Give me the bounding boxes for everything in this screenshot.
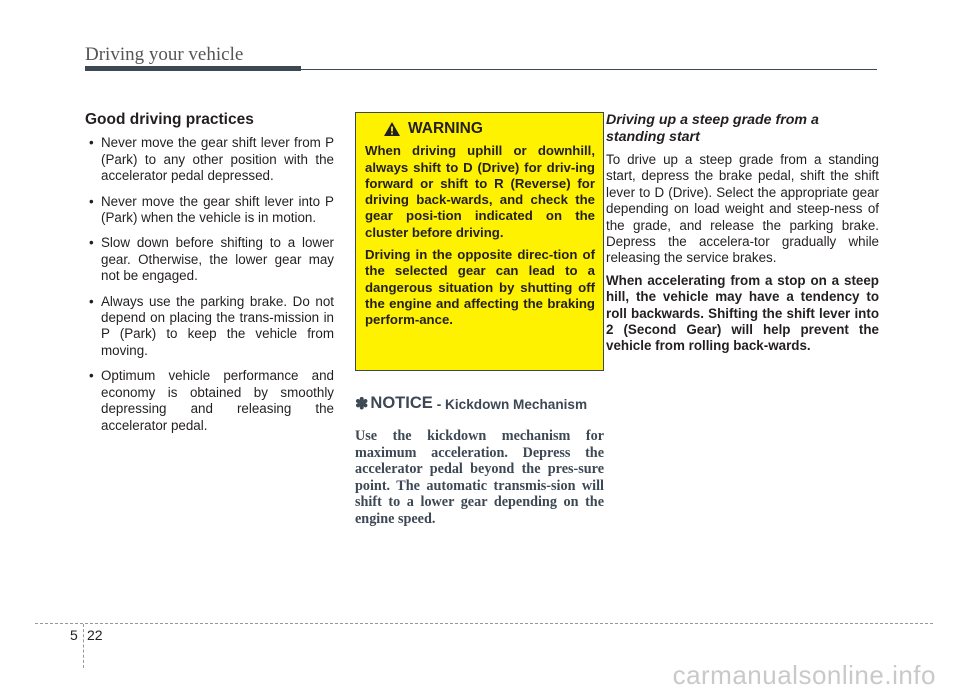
list-item: • Always use the parking brake. Do not depend on placing the trans-mission in P (Park) to keep the vehicle from moving. — [85, 294, 334, 360]
list-item: • Never move the gear shift lever from P (Park) to any other position with the accelerator pedal depressed. — [85, 135, 334, 184]
watermark: carmanualsonline.info — [672, 660, 936, 690]
notice-label: NOTICE — [370, 394, 433, 412]
header-rule-thin — [301, 69, 877, 70]
warning-paragraph: Driving in the opposite direc-tion of the selected gear can lead to a dangerous situation by shutting off the engine and affecting the braking perform-ance. — [365, 247, 595, 328]
list-item: • Slow down before shifting to a lower gear. Otherwise, the lower gear may not be engaged. — [85, 235, 334, 284]
footer-divider — [83, 624, 84, 668]
body-paragraph: To drive up a steep grade from a standing start, depress the brake pedal, shift the shift lever to D (Drive). Select the appropriate gear depending on load weight and steep-ness of the grade, and release the parking brake. Depress the accelera-tor gradually while releasing the service brakes. — [606, 152, 879, 266]
warning-triangle-icon — [383, 121, 401, 137]
notice-body: Use the kickdown mechanism for maximum acceleration. Depress the accelerator pedal beyond the pres-sure point. The automatic transmis-sion will shift to a lower gear depending on the engine speed. — [355, 428, 604, 527]
list-item: • Never move the gear shift lever into P (Park) when the vehicle is in motion. — [85, 194, 334, 227]
bold-paragraph: When accelerating from a stop on a steep hill, the vehicle may have a tendency to roll backwards. Shifting the shift lever into 2 (Second Gear) will help prevent the vehicle from rolling back-wards. — [606, 272, 879, 354]
list-item: • Optimum vehicle performance and economy is obtained by smoothly depressing and releasing the accelerator pedal. — [85, 368, 334, 434]
section-title: Good driving practices — [85, 111, 254, 128]
right-column — [606, 112, 879, 361]
header-rule-thick — [85, 66, 301, 71]
notice-star-icon: ✽ — [355, 396, 369, 413]
footer-rule — [35, 623, 933, 624]
section-subtitle: Driving up a steep grade from a standing start — [606, 112, 819, 145]
notice-subtitle: - Kickdown Mechanism — [436, 397, 588, 412]
warning-header — [383, 121, 595, 137]
chapter-number: 5 — [70, 627, 78, 643]
warning-title: WARNING — [408, 120, 483, 137]
practices-list — [85, 135, 334, 434]
notice-block — [355, 394, 604, 527]
notice-header — [355, 394, 604, 414]
warning-box — [355, 112, 604, 371]
warning-paragraph: When driving uphill or downhill, always shift to D (Drive) for driv-ing forward or shift to R (Reverse) for driving back-wards, and check the gear posi-tion indicated on the cluster before driving. — [365, 143, 595, 240]
left-column — [85, 112, 334, 443]
page-number: 22 — [87, 627, 103, 643]
page-header-title: Driving your vehicle — [85, 44, 244, 65]
